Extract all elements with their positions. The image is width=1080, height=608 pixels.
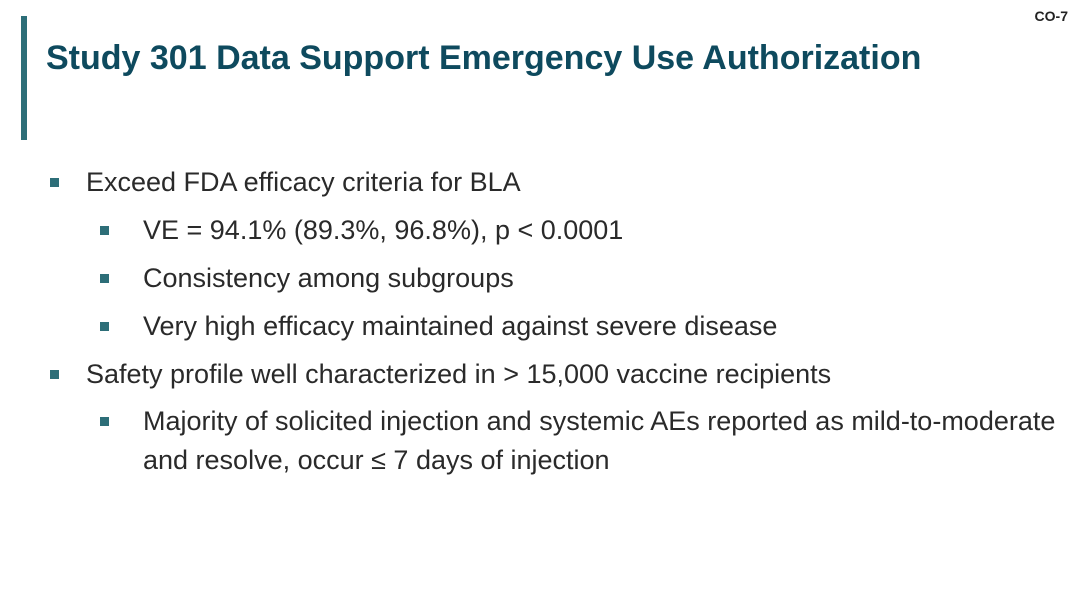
square-bullet-icon [100,226,109,235]
sub-bullet-item [48,310,1058,342]
bullet-text: Safety profile well characterized in > 15,000 vaccine recipients [86,359,832,389]
square-bullet-icon [100,322,109,331]
square-bullet-icon [50,370,59,379]
slide-title: Study 301 Data Support Emergency Use Authorization [46,39,922,77]
bullet-item [48,166,1058,198]
square-bullet-icon [100,417,109,426]
bullet-list [48,166,1058,480]
bullet-text: Exceed FDA efficacy criteria for BLA [86,167,521,197]
slide-number: CO-7 [1034,8,1068,24]
square-bullet-icon [100,274,109,283]
bullet-text: Very high efficacy maintained against severe disease [143,311,778,341]
bullet-text: Majority of solicited injection and systemic AEs reported as mild-to-moderate and resolve, occur ≤ 7 days of injection [143,406,1056,475]
title-accent-bar [21,16,27,140]
sub-bullet-item [48,402,1058,480]
bullet-item [48,358,1058,390]
bullet-text: Consistency among subgroups [143,263,514,293]
square-bullet-icon [50,178,59,187]
sub-bullet-item [48,262,1058,294]
bullet-text: VE = 94.1% (89.3%, 96.8%), p < 0.0001 [143,215,624,245]
sub-bullet-item [48,214,1058,246]
